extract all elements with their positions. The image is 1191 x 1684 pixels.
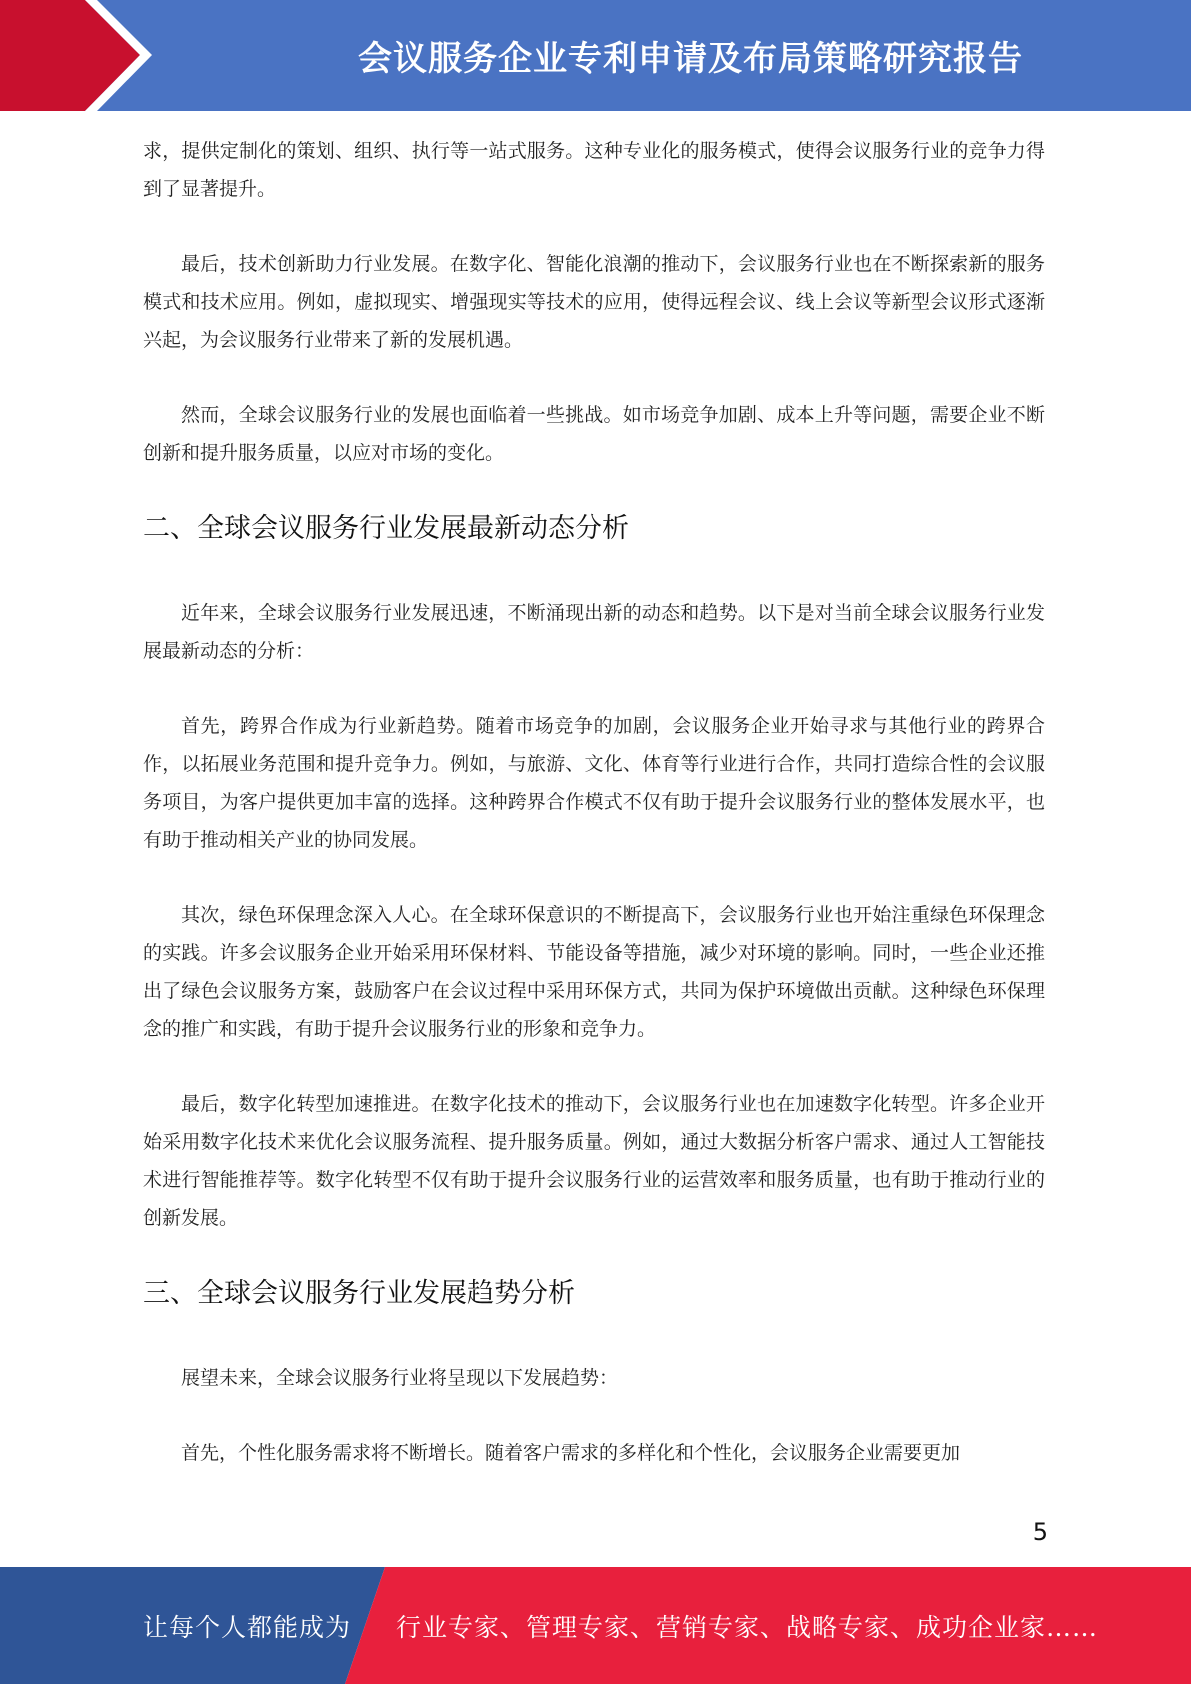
body-paragraph: 最后，技术创新助力行业发展。在数字化、智能化浪潮的推动下，会议服务行业也在不断探索新的服务模式和技术应用。例如，虚拟现实、增强现实等技术的应用，使得远程会议、线上会议等新型会议形式逐渐兴起，为会议服务行业带来了新的发展机遇。 xyxy=(143,253,1045,351)
body-paragraph: 展望未来，全球会议服务行业将呈现以下发展趋势： xyxy=(181,1367,619,1389)
chevron-red-shape xyxy=(0,0,140,111)
document-body xyxy=(143,132,1045,1509)
section-heading: 二、全球会议服务行业发展最新动态分析 xyxy=(143,513,629,544)
report-title: 会议服务企业专利申请及布局策略研究报告 xyxy=(358,39,1023,79)
footer-slogan-right: 行业专家、管理专家、营销专家、战略专家、成功企业家…… xyxy=(396,1612,1099,1642)
footer-slogan-left: 让每个人都能成为 xyxy=(143,1612,352,1642)
body-paragraph: 首先，个性化服务需求将不断增长。随着客户需求的多样化和个性化，会议服务企业需要更加 xyxy=(181,1442,961,1464)
body-paragraph: 近年来，全球会议服务行业发展迅速，不断涌现出新的动态和趋势。以下是对当前全球会议服务行业发展最新动态的分析： xyxy=(143,602,1045,662)
body-paragraph: 首先，跨界合作成为行业新趋势。随着市场竞争的加剧，会议服务企业开始寻求与其他行业的跨界合作，以拓展业务范围和提升竞争力。例如，与旅游、文化、体育等行业进行合作，共同打造综合性的会议服务项目，为客户提供更加丰富的选择。这种跨界合作模式不仅有助于提升会议服务行业的整体发展水平，也有助于推动相关产业的协同发展。 xyxy=(143,715,1045,851)
page-number: 5 xyxy=(1032,1518,1048,1546)
header-chevron-icon xyxy=(0,0,160,111)
section-heading: 三、全球会议服务行业发展趋势分析 xyxy=(143,1278,575,1309)
body-paragraph: 然而，全球会议服务行业的发展也面临着一些挑战。如市场竞争加剧、成本上升等问题，需要企业不断创新和提升服务质量，以应对市场的变化。 xyxy=(143,404,1045,464)
body-paragraph: 其次，绿色环保理念深入人心。在全球环保意识的不断提高下，会议服务行业也开始注重绿色环保理念的实践。许多会议服务企业开始采用环保材料、节能设备等措施，减少对环境的影响。同时，一些企业还推出了绿色会议服务方案，鼓励客户在会议过程中采用环保方式，共同为保护环境做出贡献。这种绿色环保理念的推广和实践，有助于提升会议服务行业的形象和竞争力。 xyxy=(143,904,1045,1040)
body-paragraph: 最后，数字化转型加速推进。在数字化技术的推动下，会议服务行业也在加速数字化转型。许多企业开始采用数字化技术来优化会议服务流程、提升服务质量。例如，通过大数据分析客户需求、通过人工智能技术进行智能推荐等。数字化转型不仅有助于提升会议服务行业的运营效率和服务质量，也有助于推动行业的创新发展。 xyxy=(143,1093,1045,1229)
footer-banner xyxy=(0,1567,1191,1684)
header-banner xyxy=(0,0,1191,111)
body-paragraph: 求，提供定制化的策划、组织、执行等一站式服务。这种专业化的服务模式，使得会议服务行业的竞争力得到了显著提升。 xyxy=(143,140,1045,200)
